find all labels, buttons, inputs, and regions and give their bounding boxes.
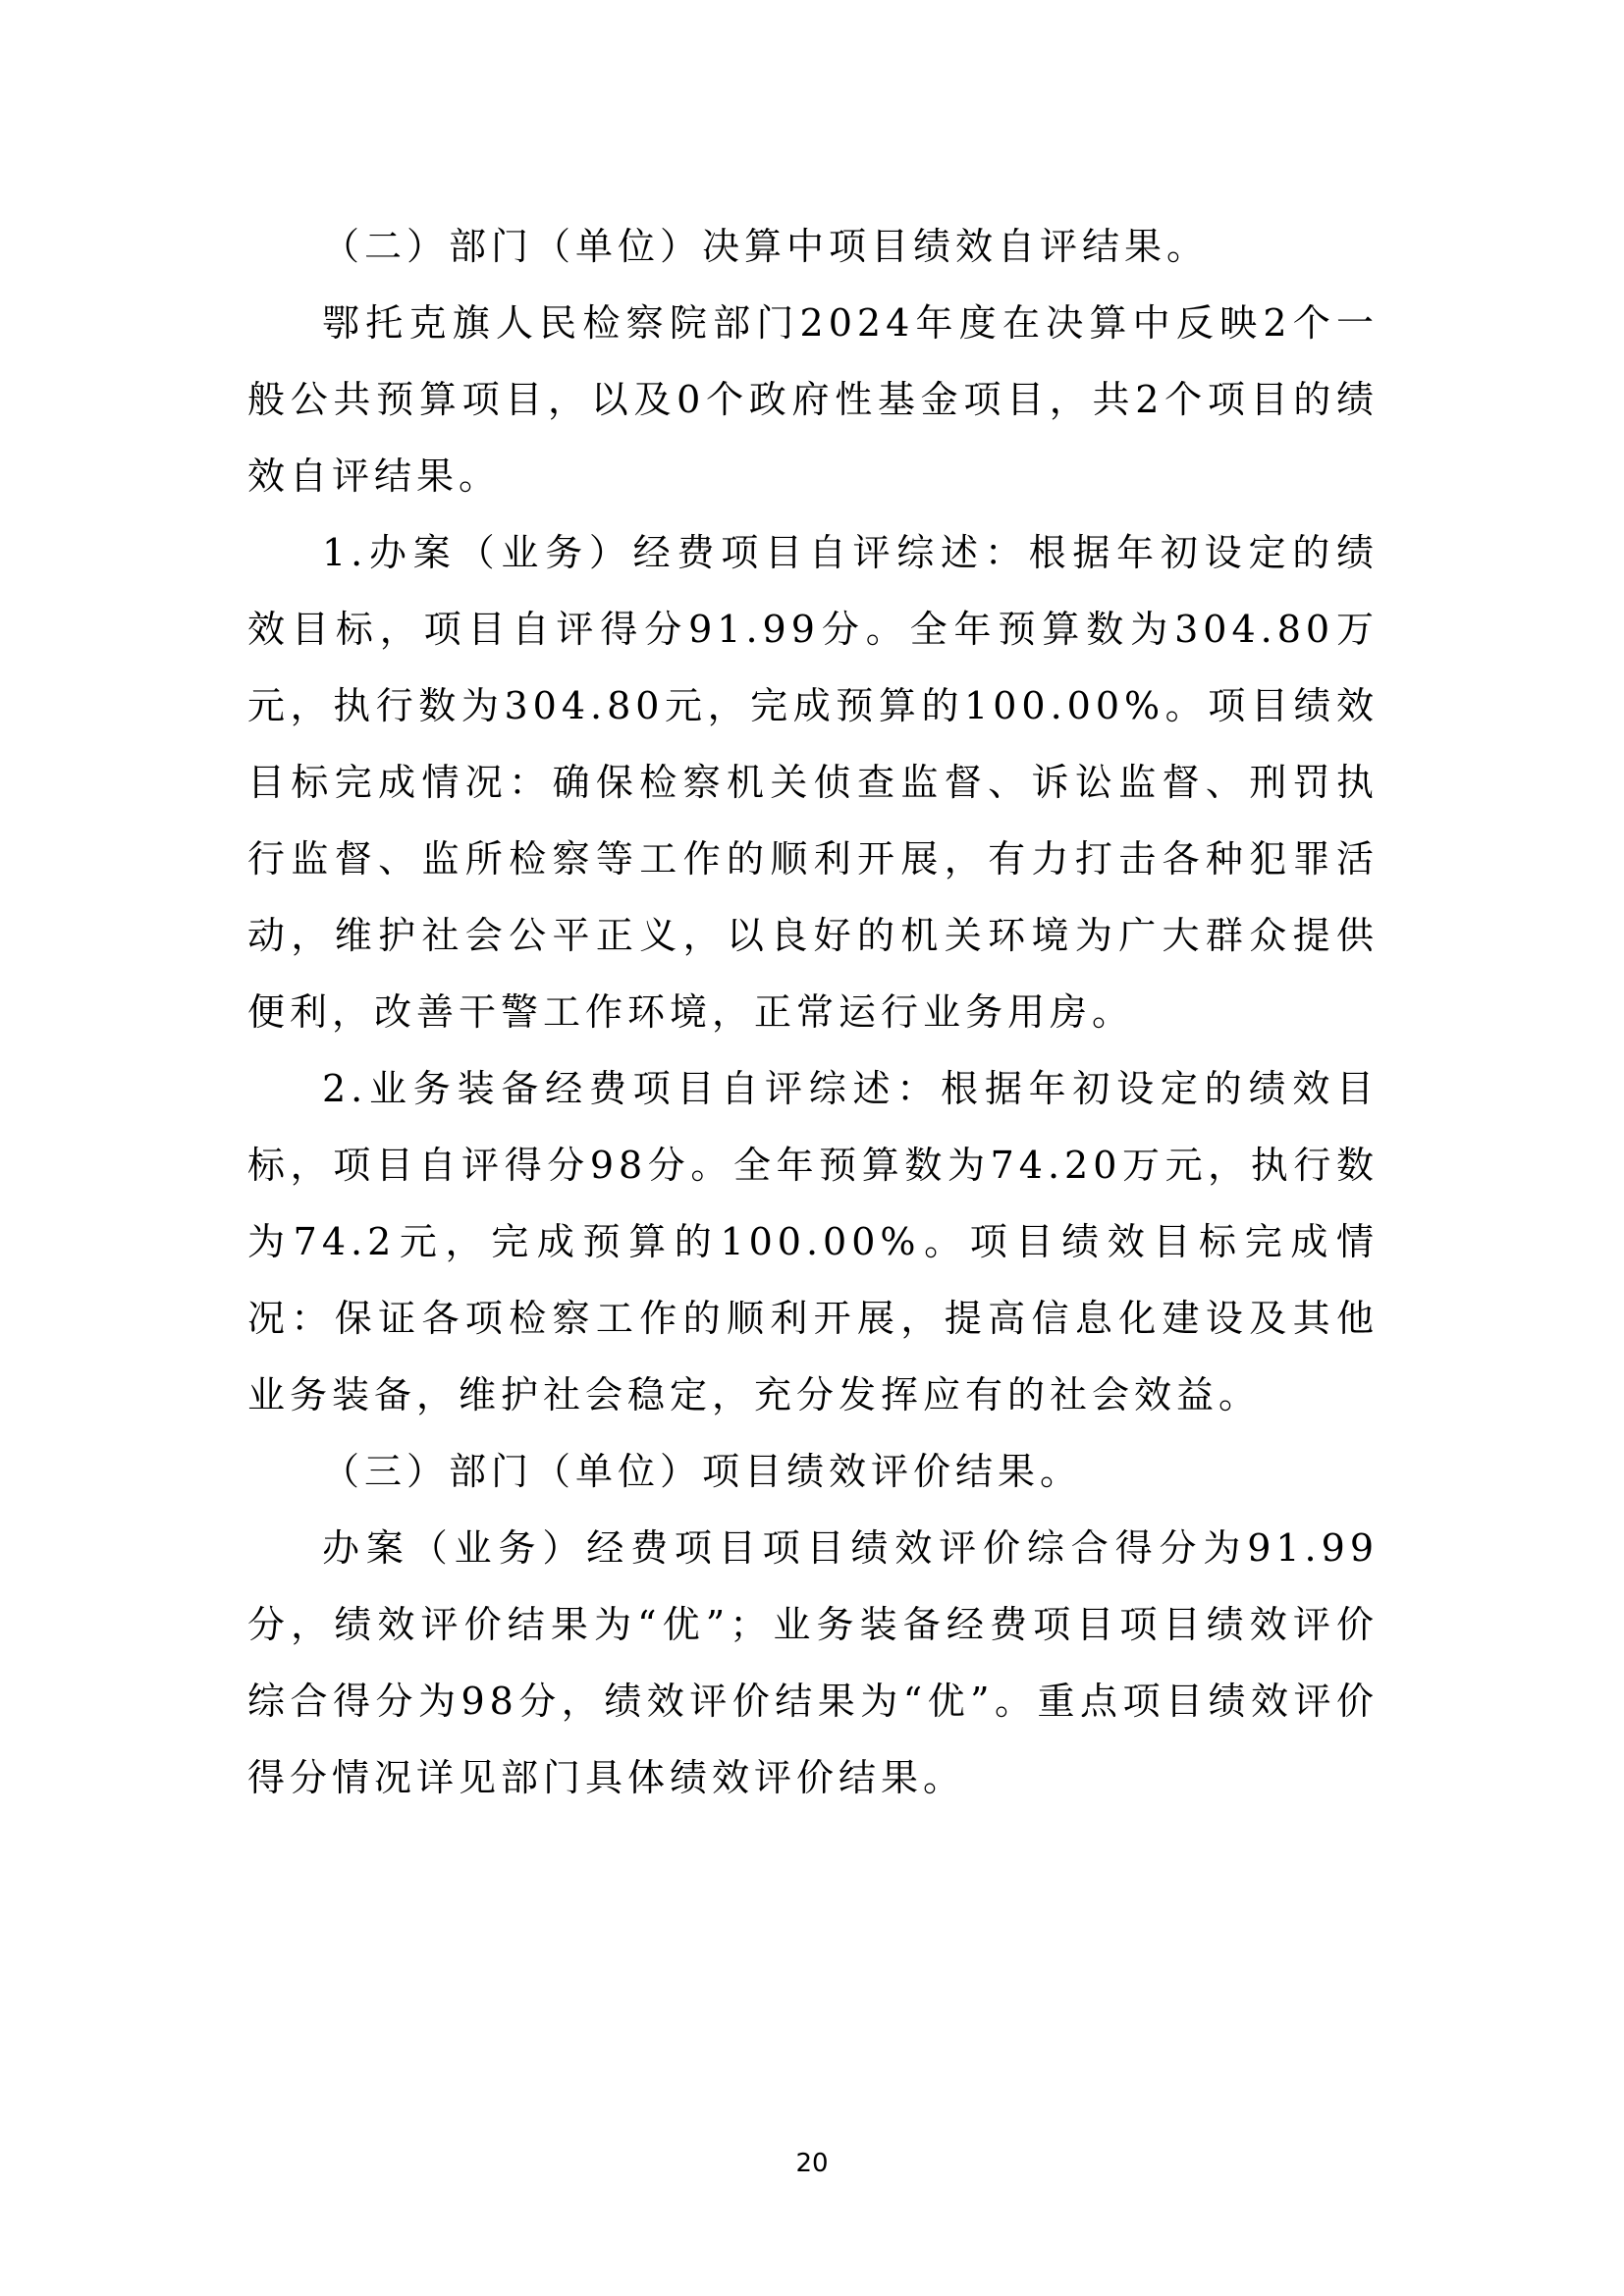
evaluation-paragraph: 办案（业务）经费项目项目绩效评价综合得分为91.99分，绩效评价结果为“优”；业务装备经费项目项目绩效评价综合得分为98分，绩效评价结果为“优”。重点项目绩效评价得分情况详见部门具体绩效评价结果。 (247, 1526, 1379, 1799)
summary-paragraph: 鄂托克旗人民检察院部门2024年度在决算中反映2个一般公共预算项目，以及0个政府性基金项目，共2个项目的绩效自评结果。 (247, 301, 1379, 498)
project-2-paragraph: 2.业务装备经费项目自评综述：根据年初设定的绩效目标，项目自评得分98分。全年预算数为74.20万元，执行数为74.2元，完成预算的100.00%。项目绩效目标完成情况：保证各项检察工作的顺利开展，提高信息化建设及其他业务装备，维护社会稳定，充分发挥应有的社会效益。 (247, 1067, 1379, 1416)
section-heading-2: （二）部门（单位）决算中项目绩效自评结果。 (322, 225, 1210, 268)
section-heading-3: （三）部门（单位）项目绩效评价结果。 (322, 1450, 1083, 1493)
page-number: 20 (795, 2149, 829, 2178)
project-1-paragraph: 1.办案（业务）经费项目自评综述：根据年初设定的绩效目标，项目自评得分91.99分。全年预算数为304.80万元，执行数为304.80元，完成预算的100.00%。项目绩效目标完成情况：确保检察机关侦查监督、诉讼监督、刑罚执行监督、监所检察等工作的顺利开展，有力打击各种犯罪活动，维护社会公平正义，以良好的机关环境为广大群众提供便利，改善干警工作环境，正常运行业务用房。 (247, 531, 1379, 1034)
document-body (247, 208, 1379, 1816)
